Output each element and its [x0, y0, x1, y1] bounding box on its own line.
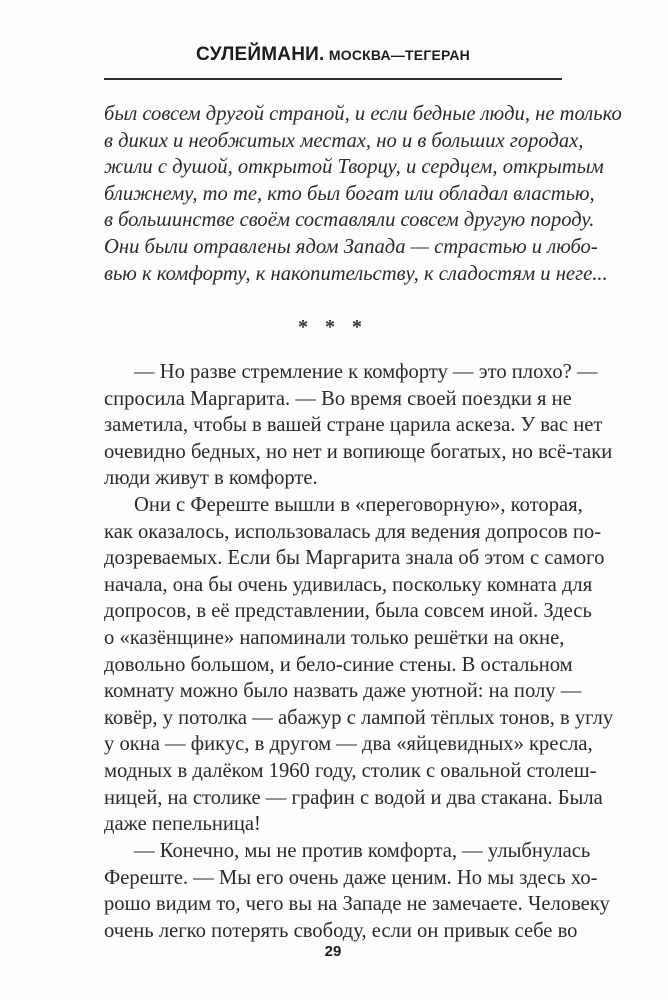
- running-head-author: СУЛЕЙМАНИ.: [196, 44, 325, 65]
- text-line: у окна — фикус, в другом — два «яйцевидных» кресла,: [104, 733, 593, 756]
- text-line: о «казёнщине» напоминали только решётки на окне,: [104, 626, 565, 649]
- text-line: был совсем другой страной, и если бедные люди, не только: [104, 103, 622, 125]
- text-line: допросов, в её представлении, была совсем иной. Здесь: [104, 600, 592, 623]
- text-line: начала, она бы очень удивилась, поскольку комната для: [104, 573, 593, 596]
- text-line: Они с Фереште вышли в «переговорную», которая,: [134, 494, 583, 516]
- text-line: дозреваемых. Если бы Маргарита знала об этом с самого: [104, 547, 605, 570]
- italic-passage: [104, 101, 622, 287]
- text-line: спросила Маргарита. — Во время своей поездки я не: [104, 387, 572, 410]
- text-line: — Конечно, мы не против комфорта, — улыбнулась: [134, 840, 591, 862]
- text-line: люди живут в комфорте.: [104, 467, 318, 490]
- text-line: вью к комфорту, к накопительству, к сладостям и неге...: [104, 262, 608, 285]
- text-line: Фереште. — Мы его очень даже ценим. Но мы здесь хо-: [104, 866, 598, 889]
- text-line: очевидно бедных, но нет и вопиюще богатых, но всё-таки: [104, 440, 613, 463]
- text-line: в диких и необжитых местах, но и в больших городах,: [104, 129, 584, 152]
- header-rule: [104, 78, 562, 80]
- text-line: жили с душой, открытой Творцу, и сердцем, открытым: [104, 156, 604, 179]
- page-number: 29: [324, 943, 342, 960]
- text-line: довольно большом, и бело-синие стены. В остальном: [104, 653, 573, 676]
- text-line: заметила, чтобы в вашей стране царила аскеза. У вас нет: [104, 414, 603, 437]
- text-line: — Но разве стремление к комфорту — это плохо? —: [134, 361, 598, 383]
- text-line: ницей, на столике — графин с водой и два стакана. Была: [104, 786, 603, 809]
- text-line: рошо видим то, чего вы на Западе не замечаете. Человеку: [104, 893, 610, 916]
- running-head: [104, 44, 562, 66]
- section-separator: * * *: [298, 316, 368, 338]
- running-head-title: МОСКВА—ТЕГЕРАН: [328, 47, 470, 63]
- text-line: ковёр, у потолка — абажур с лампой тёплых тонов, в углу: [104, 706, 614, 729]
- text-line: ближнему, то те, кто был богат или обладал властью,: [104, 182, 595, 205]
- text-line: даже пепельница!: [104, 813, 261, 836]
- paragraph-dialogue-2: [104, 838, 610, 944]
- text-line: как оказалось, использовалась для ведения допросов по-: [104, 520, 602, 543]
- text-line: в большинстве своём составляли совсем другую породу.: [104, 209, 595, 232]
- text-line: Они были отравлены ядом Запада — страстью и любо-: [104, 235, 598, 258]
- paragraph-dialogue-1: [104, 359, 613, 492]
- text-line: очень легко потерять свободу, если он привык себе во: [104, 919, 578, 942]
- text-line: комнату можно было назвать даже уютной: на полу —: [104, 680, 582, 703]
- paragraph-narrative: [104, 492, 614, 838]
- text-line: модных в далёком 1960 году, столик с овальной столеш-: [104, 759, 597, 782]
